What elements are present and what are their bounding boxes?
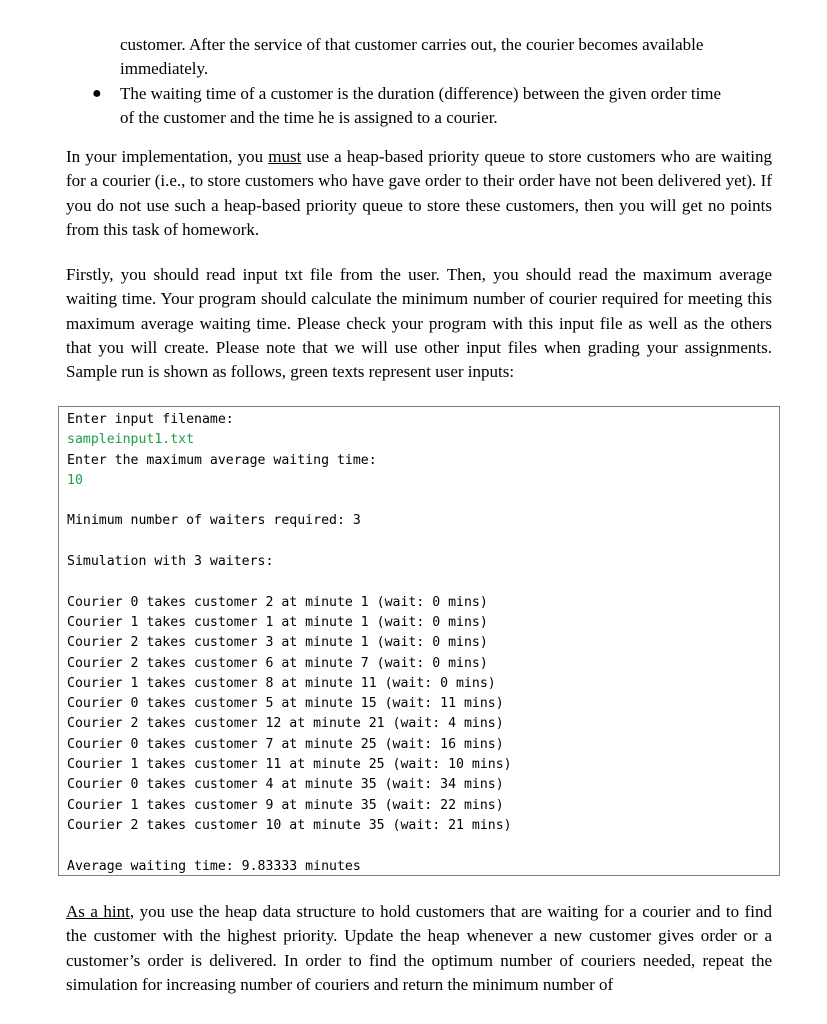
console-courier-line: Courier 0 takes customer 5 at minute 15 (wait: 11 mins): [67, 696, 504, 712]
sample-run-console: [58, 406, 780, 876]
console-courier-line: Courier 2 takes customer 12 at minute 21 (wait: 4 mins): [67, 716, 504, 732]
console-courier-line: Courier 2 takes customer 6 at minute 7 (wait: 0 mins): [67, 655, 488, 671]
bullet-1-continuation: [120, 33, 772, 82]
console-simulation-header: Simulation with 3 waiters:: [67, 554, 274, 570]
bullet-dot: ●: [92, 85, 102, 102]
paragraph-instructions: Firstly, you should read input txt file from the user. Then, you should read the maximum average waiting time. Your program should calculate the minimum number of courier required for meeting this maximum average waiting time. Please check your program with this input file as well as the others that you will create. Please note that we will use other input files when grading your assignments. Sample run is shown as follows, green texts represent user inputs:: [66, 265, 772, 382]
console-input-filename: sampleinput1.txt: [67, 432, 195, 448]
console-output: [67, 410, 512, 877]
bullet-1-line-2: immediately.: [120, 59, 209, 79]
console-courier-line: Courier 2 takes customer 10 at minute 35 (wait: 21 mins): [67, 817, 512, 833]
console-courier-line: Courier 0 takes customer 4 at minute 35 (wait: 34 mins): [67, 777, 504, 793]
bullet-2-line-2: of the customer and the time he is assigned to a courier.: [120, 108, 498, 128]
console-courier-line: Courier 0 takes customer 7 at minute 25 (wait: 16 mins): [67, 736, 504, 752]
console-prompt-filename: Enter input filename:: [67, 412, 234, 427]
console-courier-line: Courier 2 takes customer 3 at minute 1 (wait: 0 mins): [67, 635, 488, 651]
must-underlined: must: [268, 147, 302, 166]
bullet-2-line-1: The waiting time of a customer is the duration (difference) between the given order time: [120, 84, 722, 103]
console-average-waiting: Average waiting time: 9.83333 minutes: [67, 858, 361, 874]
bullet-2: [120, 82, 772, 131]
console-courier-line: Courier 1 takes customer 9 at minute 35 (wait: 22 mins): [67, 797, 504, 813]
console-min-couriers: Minimum number of waiters required: 3: [67, 513, 361, 529]
paragraph-hint: As a hint, you use the heap data structure to hold customers that are waiting for a courier and to find the customer with the highest priority. Update the heap whenever a new customer gives order or a customer’s order is delivered. In order to find the optimum number of couriers needed, repeat the simulation for increasing number of couriers and return the minimum number of: [66, 902, 773, 994]
console-prompt-wait: Enter the maximum average waiting time:: [67, 452, 377, 468]
bullet-1-line-1: customer. After the service of that customer carries out, the courier becomes available: [120, 35, 704, 54]
hint-underlined: As a hint: [66, 902, 130, 921]
console-courier-line: Courier 1 takes customer 1 at minute 1 (wait: 0 mins): [67, 614, 488, 630]
console-courier-line: Courier 0 takes customer 2 at minute 1 (wait: 0 mins): [67, 594, 488, 610]
console-input-wait: 10: [67, 472, 83, 488]
console-courier-line: Courier 1 takes customer 11 at minute 25 (wait: 10 mins): [67, 757, 512, 773]
console-courier-line: Courier 1 takes customer 8 at minute 11 (wait: 0 mins): [67, 675, 496, 691]
paragraph-heap-requirement: In your implementation, you must use a heap-based priority queue to store customers who are waiting for a courier (i.e., to store customers who have gave order to their order have not been delivered yet). If you do not use such a heap-based priority queue to store these customers, then you will get no points from this task of homework.: [66, 147, 773, 239]
